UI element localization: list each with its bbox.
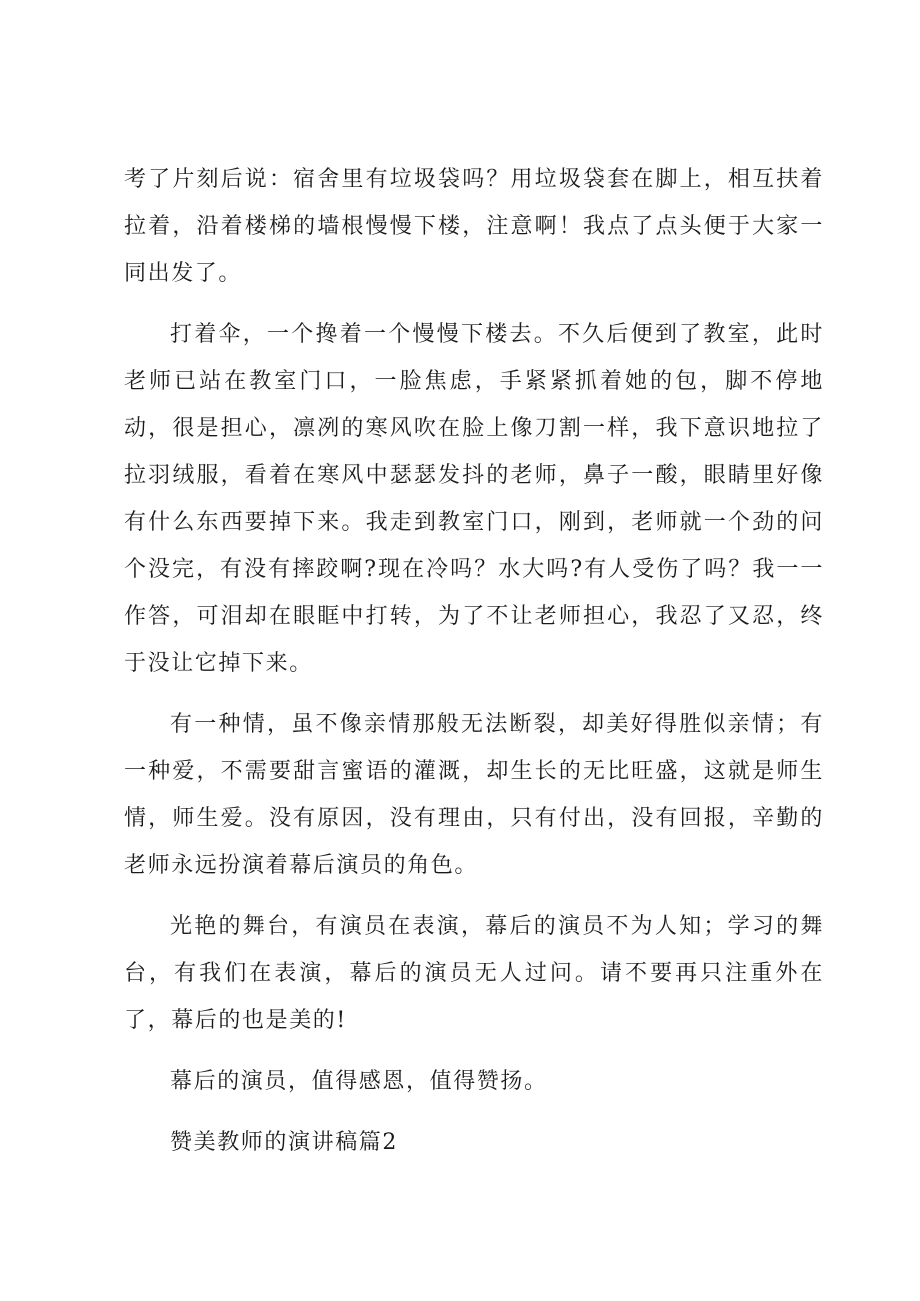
paragraph-2: 打着伞，一个搀着一个慢慢下楼去。不久后便到了教室，此时老师已站在教室门口，一脸焦虑，手紧紧抓着她的包，脚不停地动，很是担心，凛冽的寒风吹在脸上像刀割一样，我下意识地拉了拉羽绒服，看着在寒风中瑟瑟发抖的老师，鼻子一酸，眼睛里好像有什么东西要掉下来。我走到教室门口，刚到，老师就一个劲的问个没完，有没有摔跤啊?现在冷吗？水大吗?有人受伤了吗？我一一作答，可泪却在眼眶中打转，为了不让老师担心，我忍了又忍，终于没让它掉下来。 (124, 322, 824, 676)
paragraph-1: 考了片刻后说：宿舍里有垃圾袋吗？用垃圾袋套在脚上，相互扶着拉着，沿着楼梯的墙根慢慢下楼，注意啊！我点了点头便于大家一同出发了。 (124, 167, 824, 286)
paragraph-5: 幕后的演员，值得感恩，值得赞扬。 (170, 1069, 548, 1094)
section-title: 赞美教师的演讲稿篇2 (170, 1130, 398, 1155)
document-body (124, 156, 824, 1166)
paragraph-4: 光艳的舞台，有演员在表演，幕后的演员不为人知；学习的舞台，有我们在表演，幕后的演员无人过问。请不要再只注重外在了，幕后的也是美的! (124, 914, 824, 1033)
paragraph-3: 有一种情，虽不像亲情那般无法断裂，却美好得胜似亲情；有一种爱，不需要甜言蜜语的灌溉，却生长的无比旺盛，这就是师生情，师生爱。没有原因，没有理由，只有付出，没有回报，辛勤的老师永远扮演着幕后演员的角色。 (124, 712, 824, 878)
